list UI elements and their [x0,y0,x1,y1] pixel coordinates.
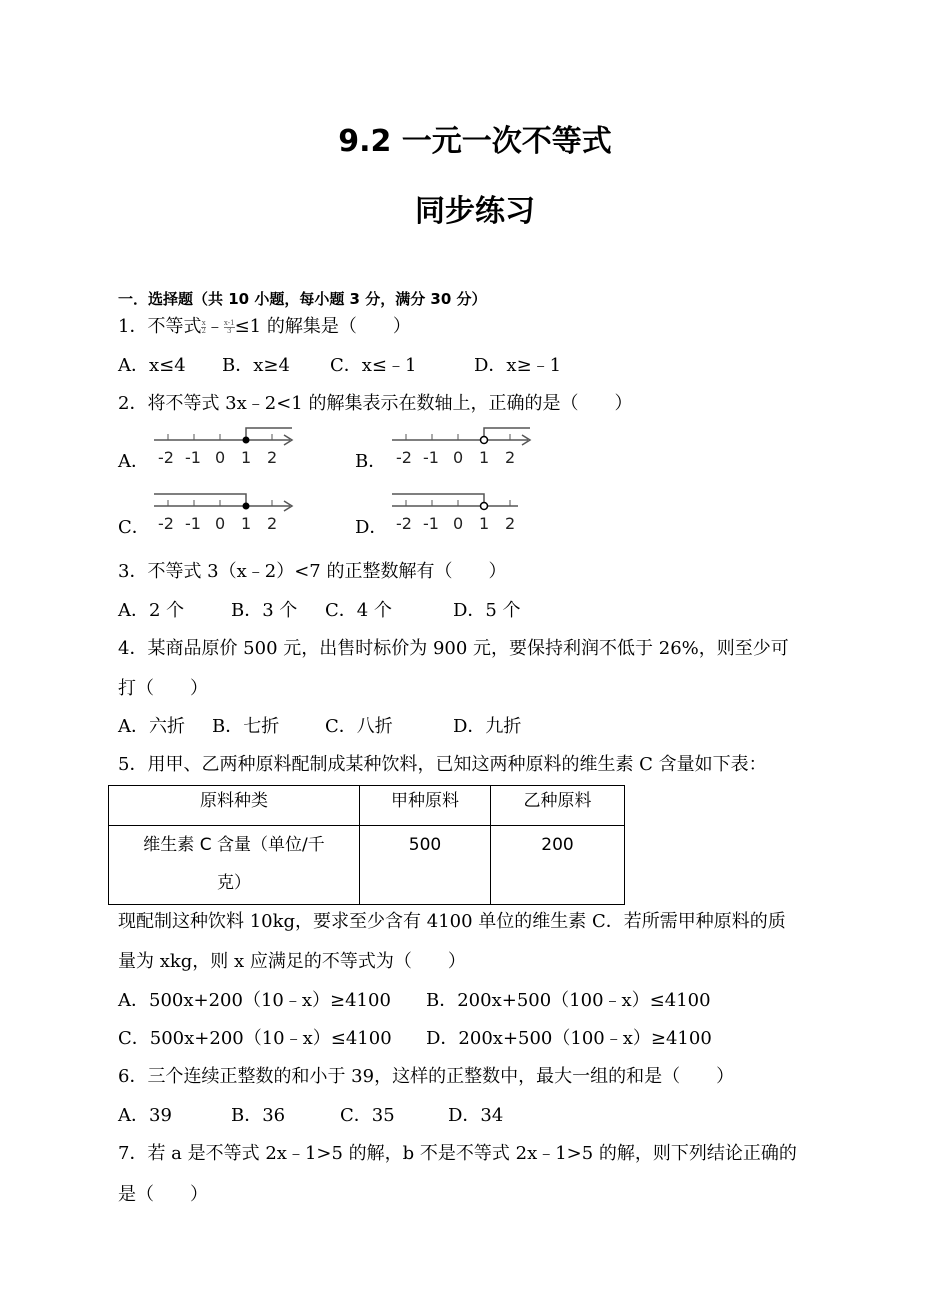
q2-label-d: D． [355,517,388,538]
svg-text:-1: -1 [185,514,201,533]
fraction-x-minus-1-over-3: $\frac{x-1}{3}$ [223,318,235,335]
q1-option-d: D．x≥﹣1 [474,355,562,376]
q6-option-b: B．36 [231,1105,286,1126]
q5-option-a: A．500x+200（10﹣x）≥4100 [118,990,391,1011]
question-7-stem-line1: 7．若 a 是不等式 2x﹣1>5 的解，b 不是不等式 2x﹣1>5 的解，则下列结论正确的 [118,1143,797,1164]
fraction-x-over-2: $\frac{x}{2}$ [201,318,206,335]
q2-label-a: A． [118,451,149,472]
svg-text:2: 2 [505,514,516,533]
number-line-d [388,490,538,540]
table-header-material-b: 乙种原料 [491,786,625,826]
q3-option-c: C．4 个 [325,600,392,621]
question-1-stem [118,312,411,338]
q2-label-c: C． [118,517,150,538]
svg-text:-1: -1 [423,514,439,533]
svg-text:-2: -2 [396,514,412,533]
q2-label-b: B． [355,451,387,472]
number-line-b [388,424,538,474]
svg-text:-1: -1 [185,448,201,467]
section-heading: 一．选择题（共 10 小题，每小题 3 分，满分 30 分） [118,290,487,308]
question-4-stem-line1: 4．某商品原价 500 元，出售时标价为 900 元，要保持利润不低于 26%，则至少可 [118,638,789,659]
q1-minus: ﹣ [205,316,224,337]
q6-option-c: C．35 [340,1105,395,1126]
table-cell-material-b-value: 200 [491,826,625,905]
question-5-stem: 5．用甲、乙两种原料配制成某种饮料，已知这两种原料的维生素 C 含量如下表： [118,754,767,775]
question-2-stem: 2．将不等式 3x﹣2<1 的解集表示在数轴上，正确的是（ ） [118,393,633,414]
svg-text:-2: -2 [396,448,412,467]
svg-text:0: 0 [215,514,226,533]
q3-option-d: D．5 个 [453,600,521,621]
question-3-stem: 3．不等式 3（x﹣2）<7 的正整数解有（ ） [118,561,507,582]
q6-option-a: A．39 [118,1105,172,1126]
q1-option-b: B．x≥4 [222,355,290,376]
svg-text:2: 2 [505,448,516,467]
svg-text:-1: -1 [423,448,439,467]
q1-option-c: C．x≤﹣1 [330,355,417,376]
svg-text:-2: -2 [158,448,174,467]
number-line-a [150,424,300,474]
q4-option-c: C．八折 [325,716,393,737]
svg-text:2: 2 [267,514,278,533]
q4-option-a: A．六折 [118,716,185,737]
question-7-stem-line2: 是（ ） [118,1184,208,1205]
q5-option-b: B．200x+500（100﹣x）≤4100 [426,990,711,1011]
svg-text:1: 1 [479,514,490,533]
q6-option-d: D．34 [448,1105,504,1126]
svg-text:1: 1 [241,514,252,533]
q3-option-b: B．3 个 [231,600,298,621]
table-cell-material-a-value: 500 [360,826,491,905]
svg-text:1: 1 [241,448,252,467]
question-5-after-line1: 现配制这种饮料 10kg，要求至少含有 4100 单位的维生素 C．若所需甲种原料的质 [118,911,786,932]
table-header-material: 原料种类 [109,786,360,826]
svg-text:0: 0 [215,448,226,467]
q3-option-a: A．2 个 [118,600,185,621]
number-line-c [150,490,300,540]
q4-option-d: D．九折 [453,716,522,737]
page-subtitle: 同步练习 [415,194,535,229]
svg-text:2: 2 [267,448,278,467]
q1-option-a: A．x≤4 [118,355,186,376]
question-4-stem-line2: 打（ ） [118,678,208,699]
question-6-stem: 6．三个连续正整数的和小于 39，这样的正整数中，最大一组的和是（ ） [118,1066,735,1087]
svg-text:0: 0 [453,448,464,467]
q1-text-post: ≤1 的解集是（ ） [234,316,411,337]
q4-option-b: B．七折 [212,716,280,737]
question-5-after-line2: 量为 xkg，则 x 应满足的不等式为（ ） [118,951,466,972]
page-title: 9.2 一元一次不等式 [338,124,612,159]
vitamin-c-table [108,785,625,905]
svg-text:0: 0 [453,514,464,533]
q1-text-pre: 1．不等式 [118,316,202,337]
table-row-label: 维生素 C 含量（单位/千 克） [109,826,360,905]
table-header-material-a: 甲种原料 [360,786,491,826]
svg-text:-2: -2 [158,514,174,533]
q5-option-c: C．500x+200（10﹣x）≤4100 [118,1028,392,1049]
svg-text:1: 1 [479,448,490,467]
q5-option-d: D．200x+500（100﹣x）≥4100 [426,1028,712,1049]
